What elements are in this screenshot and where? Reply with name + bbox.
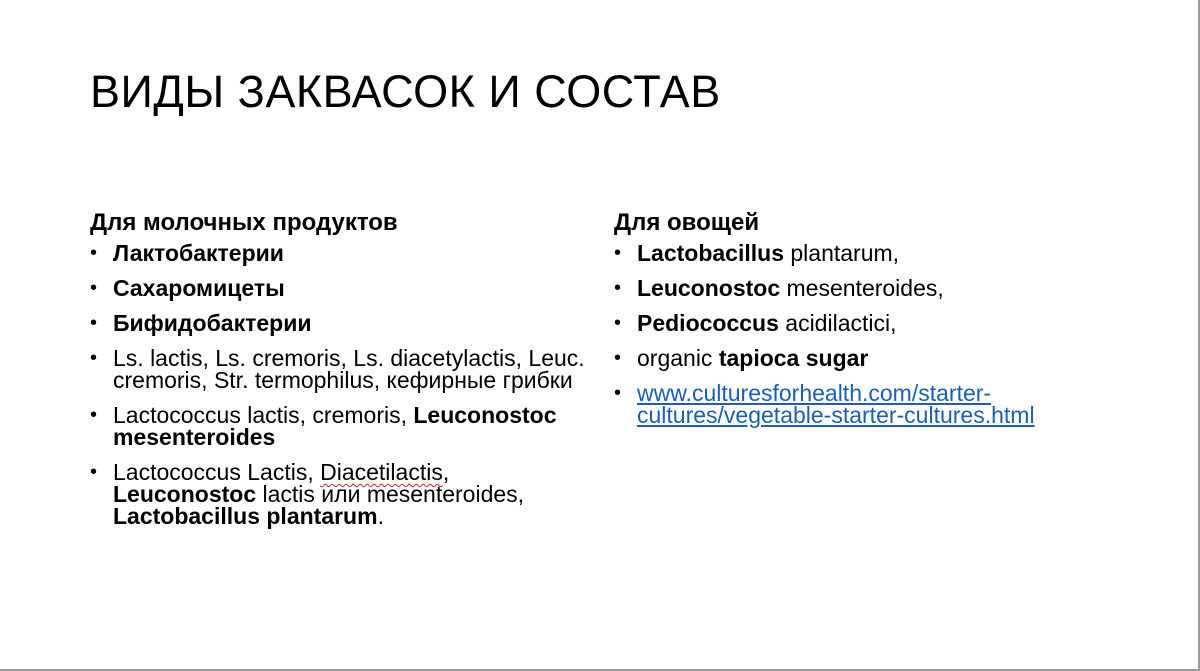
list-item: • organic tapioca sugar	[614, 345, 869, 371]
list-item: • Lactobacillus plantarum,	[614, 240, 900, 266]
dairy-list	[90, 242, 590, 527]
bullet-icon: •	[614, 242, 622, 264]
list-item: • Lactococcus lactis, cremoris, Leuconostoc mesenteroides	[90, 402, 557, 450]
bullet-icon: •	[90, 312, 98, 334]
bullet-icon: •	[614, 277, 622, 299]
slide-title: ВИДЫ ЗАКВАСОК И СОСТАВ	[90, 66, 721, 117]
cultures-link[interactable]: www.culturesforhealth.com/starter- cultures/vegetable-starter-cultures.html	[637, 380, 1035, 428]
bullet-icon: •	[90, 461, 98, 483]
vegetable-list	[614, 242, 1134, 426]
vegetable-column	[614, 208, 1134, 439]
list-item: • Leuconostoc mesenteroides,	[614, 275, 944, 301]
bullet-icon: •	[614, 312, 622, 334]
bullet-icon: •	[90, 242, 98, 264]
dairy-column	[90, 208, 590, 540]
dairy-heading: Для молочных продуктов	[90, 209, 398, 236]
bullet-icon: •	[90, 277, 98, 299]
spellcheck-word: Diacetilactis	[320, 459, 443, 485]
vegetable-heading: Для овощей	[614, 209, 760, 236]
list-item: • Pediococcus acidilactici,	[614, 310, 897, 336]
list-item: • Бифидобактерии	[90, 310, 312, 336]
list-item: • Ls. lactis, Ls. cremoris, Ls. diacetylactis, Leuc. cremoris, Str. termophilus, кефирные грибки	[90, 345, 585, 393]
bullet-icon: •	[90, 404, 98, 426]
list-item: • Лактобактерии	[90, 240, 284, 266]
bullet-icon: •	[614, 347, 622, 369]
list-item	[614, 382, 1134, 426]
list-item: • Lactococcus Lactis, Diacetilactis, Leuconostoc lactis или mesenteroides, Lactobacillus plantarum.	[90, 459, 525, 529]
bullet-icon: •	[90, 347, 98, 369]
bullet-icon: •	[614, 382, 622, 404]
list-item: • Сахаромицеты	[90, 275, 285, 301]
